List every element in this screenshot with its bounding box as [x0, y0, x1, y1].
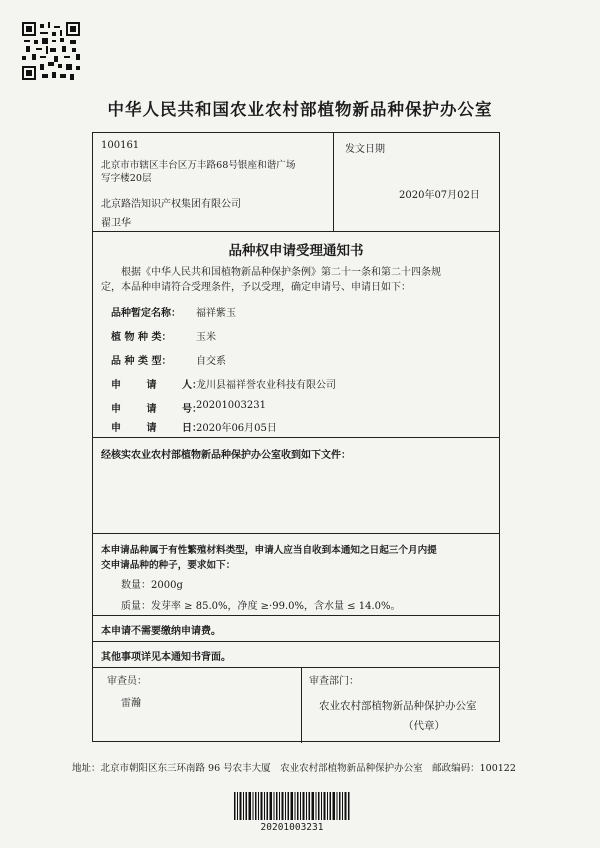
- received-heading: 经核实农业农村部植物新品种保护办公室收到如下文件：: [101, 450, 351, 461]
- seal-note: （代章）: [403, 720, 445, 732]
- agency-name: 北京路浩知识产权集团有限公司: [101, 199, 241, 210]
- notice-form: [92, 132, 500, 742]
- contact-name: 翟卫华: [101, 218, 131, 229]
- seed-quantity: 数量：2000g: [121, 580, 183, 591]
- field-label-application-number: 申 请 号：: [111, 404, 202, 415]
- field-label-applicant: 申 请 人：: [111, 380, 202, 391]
- field-label-variety-name: 品种暂定名称：: [111, 308, 181, 319]
- divider: [93, 667, 499, 668]
- field-value-application-number: 20201003231: [196, 400, 266, 411]
- qr-code: [22, 22, 80, 80]
- field-label-variety-type: 品 种 类 型：: [111, 356, 172, 367]
- address-line: 写字楼20层: [101, 173, 152, 184]
- notice-body: 根据《中华人民共和国植物新品种保护条例》第二十一条和第二十四条规: [121, 267, 441, 278]
- issue-date: 2020年07月02日: [399, 190, 480, 201]
- divider: [93, 533, 499, 534]
- department-label: 审查部门：: [309, 676, 359, 687]
- field-value-variety-type: 自交系: [196, 356, 226, 367]
- field-value-variety-name: 福祥紫玉: [196, 308, 236, 319]
- address-line: 北京市市辖区丰台区万丰路68号银座和谐广场: [101, 160, 296, 171]
- office-title: 中华人民共和国农业农村部植物新品种保护办公室: [107, 100, 493, 119]
- other-note: 其他事项详见本通知书背面。: [101, 652, 231, 663]
- field-value-application-date: 2020年06月05日: [196, 423, 277, 434]
- examiner-label: 审查员：: [107, 676, 147, 687]
- seed-quality: 质量：发芽率 ≥ 85.0%，净度 ≥·99.0%，含水量 ≤ 14.0%。: [121, 601, 401, 612]
- divider: [93, 231, 499, 232]
- divider: [301, 667, 302, 743]
- field-label-plant-species: 植 物 种 类：: [111, 332, 172, 343]
- notice-title: 品种权申请受理通知书: [228, 243, 364, 259]
- footer-address: 地址：北京市朝阳区东三环南路 96 号农丰大厦 农业农村部植物新品种保护办公室 邮政编码：100122: [72, 763, 516, 774]
- divider: [333, 133, 334, 231]
- field-label-application-date: 申 请 日：: [111, 423, 202, 434]
- notice-body: 定，本品种申请符合受理条件，予以受理，确定申请号、申请日如下：: [101, 282, 411, 293]
- divider: [93, 615, 499, 616]
- examiner-name: 雷瀚: [121, 698, 141, 709]
- field-value-plant-species: 玉米: [196, 332, 216, 343]
- issue-date-label: 发文日期: [345, 144, 385, 155]
- seed-requirement: 本申请品种属于有性繁殖材料类型，申请人应当自收到本通知之日起三个月内提: [101, 545, 437, 556]
- barcode-number: 20201003231: [260, 822, 324, 833]
- department-name: 农业农村部植物新品种保护办公室: [319, 700, 477, 712]
- field-value-applicant: 龙川县福祥誉农业科技有限公司: [196, 380, 336, 391]
- fee-note: 本申请不需要缴纳申请费。: [101, 626, 221, 637]
- barcode: [232, 792, 352, 820]
- divider: [93, 641, 499, 642]
- postal-code: 100161: [101, 140, 140, 151]
- divider: [93, 437, 499, 438]
- seed-requirement: 交申请品种的种子，要求如下：: [101, 560, 236, 571]
